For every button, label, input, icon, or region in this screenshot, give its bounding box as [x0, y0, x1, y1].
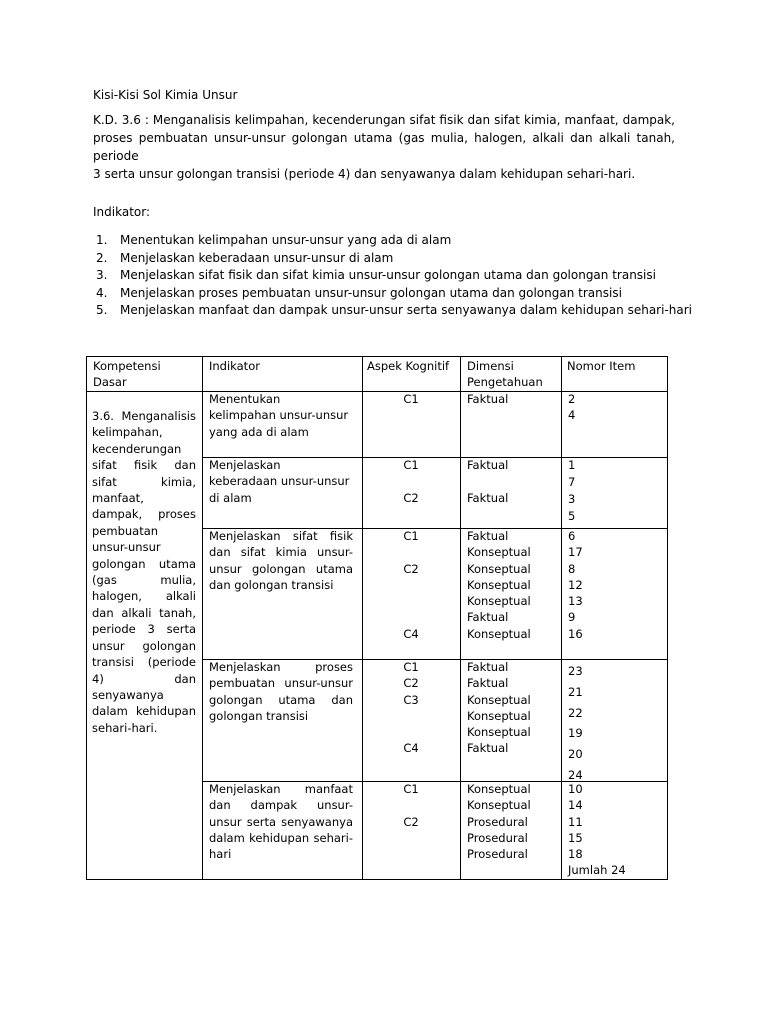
cell-line: kecenderungan — [92, 441, 182, 456]
row-5-aspek — [363, 781, 459, 830]
header-text: Aspek Kognitif — [367, 359, 450, 373]
item-number: 3. — [96, 268, 108, 282]
kisi-kisi-table — [86, 356, 668, 880]
cell-line: Prosedural — [467, 830, 528, 845]
cell-line: 3 — [568, 492, 576, 506]
cell-line: Menjelaskan manfaat — [209, 782, 353, 796]
cell-line: C1 — [403, 392, 419, 406]
cell-line: C2 — [403, 676, 419, 691]
cell-line: Konseptual — [467, 725, 531, 740]
cell-line: 20 — [568, 747, 583, 762]
cell-line: 7 — [568, 475, 576, 489]
cell-line: unsur serta senyawanya — [209, 814, 353, 829]
cell-line: keberadaan unsur-unsur — [209, 474, 350, 489]
cell-line: Konseptual — [467, 626, 531, 641]
cell-line: Prosedural — [467, 847, 528, 862]
cell-line: C2 — [403, 814, 419, 829]
cell-line: 17 — [568, 545, 583, 560]
cell-line: 21 — [568, 684, 583, 699]
table-border — [86, 356, 668, 357]
column-divider — [561, 356, 562, 880]
table-border — [86, 356, 87, 880]
row-4-nomor — [568, 661, 664, 786]
table-border — [86, 879, 668, 880]
cell-line — [363, 473, 459, 489]
cell-line — [363, 724, 459, 740]
cell-line: dan sifat kimia unsur- — [209, 545, 353, 560]
cell-line: C1 — [403, 782, 419, 796]
cell-line: unsur-unsur — [92, 540, 161, 555]
cell-line: sehari-hari. — [92, 720, 158, 735]
indikator-item — [96, 302, 692, 320]
header-indikator — [209, 358, 359, 374]
row-2-aspek — [363, 457, 459, 506]
cell-line: dan alkali tanah, — [92, 605, 196, 620]
cell-line: C1 — [403, 660, 419, 674]
cell-line: 12 — [568, 577, 583, 592]
cell-line: hari — [209, 847, 232, 862]
header-text: Dasar — [93, 375, 127, 390]
item-number: 1. — [96, 233, 108, 247]
cell-line: Faktual — [467, 392, 509, 406]
column-divider — [202, 356, 203, 880]
cell-line: halogen, alkali — [92, 589, 196, 604]
cell-line: dalam kehidupan — [92, 704, 196, 719]
cell-line: pembuatan unsur-unsur — [209, 676, 353, 691]
cell-line — [363, 577, 459, 593]
header-aspek-kognitif — [367, 358, 459, 374]
cell-line: 3.6. Menganalisis — [92, 409, 196, 423]
row-3-aspek — [363, 528, 459, 642]
cell-line: Faktual — [467, 529, 509, 543]
cell-line: Konseptual — [467, 692, 531, 707]
header-text: Nomor Item — [567, 359, 636, 373]
row-1-indikator — [209, 391, 353, 440]
cell-line: sifat fisik dan — [92, 458, 196, 473]
column-divider — [460, 356, 461, 880]
row-1-nomor — [568, 391, 664, 424]
row-3-indikator — [209, 528, 353, 593]
cell-line: Menjelaskan proses — [209, 660, 353, 674]
cell-line: 2 — [568, 392, 576, 406]
cell-line: C1 — [403, 458, 419, 472]
cell-line: Menentukan — [209, 392, 281, 406]
cell-line: unsur golongan utama — [209, 561, 353, 576]
cell-line: transisi (periode — [92, 655, 196, 670]
item-text: Menjelaskan proses pembuatan unsur-unsur golongan utama dan golongan transisi — [120, 285, 622, 300]
cell-line — [363, 797, 459, 813]
kd-line: K.D. 3.6 : Menganalisis kelimpahan, kecenderungan sifat fisik dan sifat kimia, manfaat, dampak, — [93, 113, 675, 127]
cell-line: Faktual — [467, 458, 509, 472]
row-3-nomor — [568, 528, 664, 642]
document-title: Kisi-Kisi Sol Kimia Unsur — [93, 88, 238, 102]
cell-line: C4 — [403, 626, 419, 641]
cell-line: Konseptual — [467, 577, 531, 592]
row-5-dimensi — [467, 781, 559, 862]
row-4-aspek — [363, 659, 459, 757]
cell-line: yang ada di alam — [209, 424, 309, 439]
cell-line: Faktual — [467, 610, 509, 625]
header-kompetensi-dasar — [93, 358, 197, 391]
cell-line: Menjelaskan — [209, 458, 281, 472]
cell-line: Konseptual — [467, 545, 531, 560]
cell-line: Menjelaskan sifat fisik — [209, 529, 353, 543]
item-number: 5. — [96, 303, 108, 317]
cell-line: 15 — [568, 830, 583, 845]
cell-line: 9 — [568, 610, 576, 625]
cell-line: golongan transisi — [209, 708, 309, 723]
cell-line — [467, 473, 559, 489]
header-nomor-item — [567, 358, 663, 374]
kompetensi-dasar-cell — [92, 408, 196, 736]
cell-line — [363, 708, 459, 724]
cell-line: C1 — [403, 529, 419, 543]
cell-line: Faktual — [467, 490, 509, 505]
row-3-dimensi — [467, 528, 559, 642]
cell-line: C3 — [403, 692, 419, 707]
cell-line: C4 — [403, 741, 419, 756]
cell-line: 10 — [568, 782, 583, 796]
row-2-indikator — [209, 457, 353, 506]
item-number: 2. — [96, 250, 108, 265]
indikator-item — [96, 232, 692, 250]
cell-line: manfaat, — [92, 491, 144, 506]
cell-line: 14 — [568, 798, 583, 813]
cell-line: 11 — [568, 814, 583, 829]
cell-line: dan golongan transisi — [209, 577, 334, 592]
row-4-indikator — [209, 659, 353, 724]
item-text: Menjelaskan keberadaan unsur-unsur di alam — [120, 250, 394, 265]
header-text: Dimensi — [467, 359, 514, 373]
cell-line: dalam kehidupan sehari- — [209, 830, 353, 845]
cell-line — [363, 544, 459, 560]
cell-line: Konseptual — [467, 798, 531, 813]
cell-line: Faktual — [467, 660, 509, 674]
indikator-heading: Indikator: — [93, 205, 150, 219]
indikator-item — [96, 250, 692, 268]
cell-line: sifat kimia, — [92, 474, 196, 489]
cell-line: 22 — [568, 705, 583, 720]
cell-line: 18 — [568, 847, 583, 862]
cell-line: dan dampak unsur- — [209, 798, 353, 813]
cell-line: golongan utama — [92, 556, 196, 571]
cell-line: Konseptual — [467, 561, 531, 576]
kd-line: 3 serta unsur golongan transisi (periode 4) dan senyawanya dalam kehidupan sehari-hari. — [93, 167, 636, 181]
kd-paragraph — [93, 111, 675, 183]
cell-line: Prosedural — [467, 814, 528, 829]
cell-line: kelimpahan, — [92, 425, 163, 440]
table-border — [667, 356, 668, 880]
cell-line: kelimpahan unsur-unsur — [209, 408, 349, 423]
cell-line: 4 — [568, 408, 576, 423]
cell-line: periode 3 serta — [92, 622, 196, 637]
cell-line: 4) dan — [92, 671, 196, 686]
indikator-list — [96, 232, 692, 320]
header-text: Kompetensi — [93, 359, 161, 373]
cell-line: (gas mulia, — [92, 573, 196, 588]
cell-line: 23 — [568, 664, 583, 678]
cell-line: golongan utama dan — [209, 692, 353, 707]
header-text: Indikator — [209, 359, 260, 373]
cell-line: 1 — [568, 458, 576, 472]
cell-line: Jumlah 24 — [568, 863, 626, 878]
cell-line: Konseptual — [467, 782, 531, 796]
row-5-indikator — [209, 781, 353, 862]
cell-line: 8 — [568, 561, 576, 576]
cell-line: C2 — [403, 561, 419, 576]
cell-line: Faktual — [467, 676, 509, 691]
cell-line — [363, 593, 459, 609]
cell-line: dampak, proses — [92, 507, 196, 522]
row-4-dimensi — [467, 659, 559, 757]
cell-line: Konseptual — [467, 708, 531, 723]
cell-line: unsur golongan — [92, 638, 196, 653]
item-number: 4. — [96, 285, 108, 300]
cell-line — [363, 609, 459, 625]
cell-line: 24 — [568, 767, 583, 782]
row-2-nomor — [568, 457, 664, 525]
cell-line: Konseptual — [467, 594, 531, 609]
cell-line: di alam — [209, 490, 252, 505]
indikator-item — [96, 285, 692, 303]
row-1-dimensi — [467, 391, 559, 407]
item-text: Menjelaskan sifat fisik dan sifat kimia unsur-unsur golongan utama dan golongan transisi — [120, 268, 656, 282]
cell-line: 6 — [568, 529, 576, 543]
kd-line: proses pembuatan unsur-unsur golongan utama (gas mulia, halogen, alkali dan alkali tanah, periode — [93, 131, 675, 163]
row-5-nomor — [568, 781, 664, 879]
header-dimensi-pengetahuan — [467, 358, 559, 391]
cell-line: 13 — [568, 594, 583, 609]
item-text: Menjelaskan manfaat dan dampak unsur-unsur serta senyawanya dalam kehidupan sehari-hari — [120, 303, 692, 317]
cell-line: C2 — [403, 490, 419, 505]
header-text: Pengetahuan — [467, 375, 543, 390]
row-2-dimensi — [467, 457, 559, 506]
row-1-aspek — [363, 391, 459, 407]
cell-line: senyawanya — [92, 687, 164, 702]
cell-line: Faktual — [467, 741, 509, 756]
item-text: Menentukan kelimpahan unsur-unsur yang ada di alam — [120, 233, 452, 247]
cell-line: pembuatan — [92, 523, 159, 538]
cell-line: 5 — [568, 509, 576, 523]
cell-line: 16 — [568, 626, 583, 641]
cell-line: 19 — [568, 726, 583, 741]
indikator-item — [96, 267, 692, 285]
